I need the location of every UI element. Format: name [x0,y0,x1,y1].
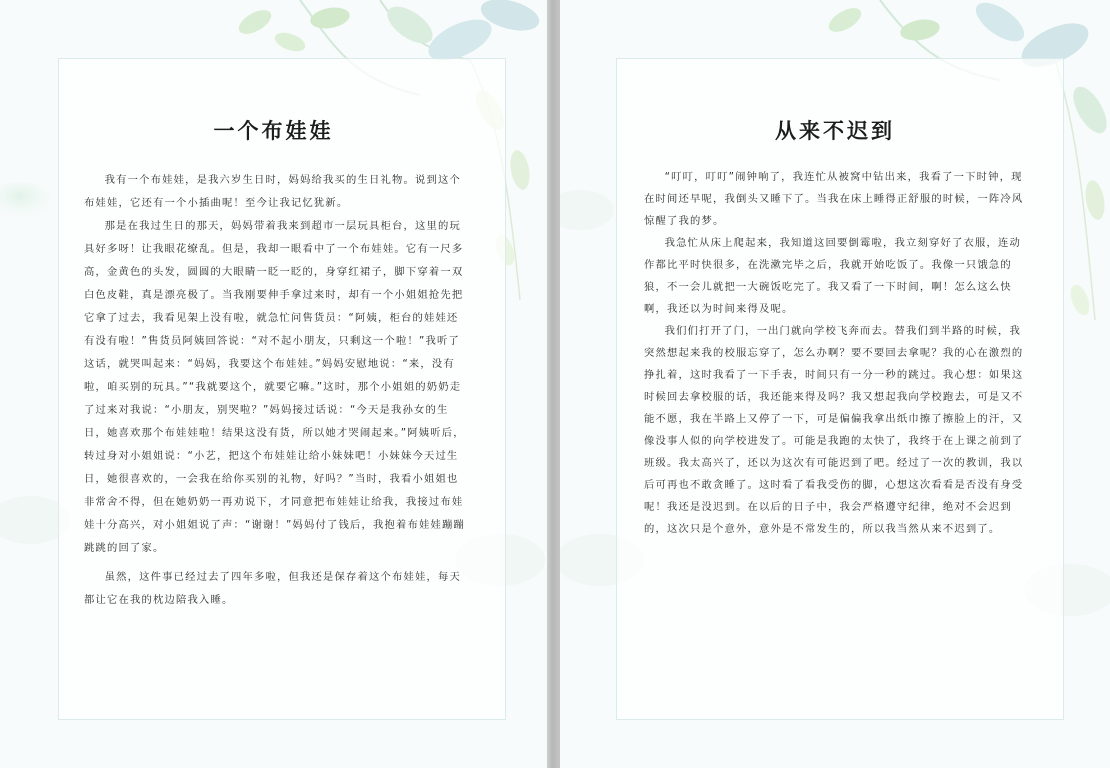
paragraph: 那是在我过生日的那天，妈妈带着我来到超市一层玩具柜台，这里的玩具好多呀！让我眼花缭乱。但是，我却一眼看中了一个布娃娃。它有一尺多高，金黄色的头发，圆圆的大眼睛一眨一眨的，身穿红裙子，脚下穿着一双白色皮鞋，真是漂亮极了。当我刚要伸手拿过来时，却有一个小姐姐抢先把它拿了过去，我看见架上没有啦，就急忙问售货员：“阿姨，柜台的娃娃还有没有啦！”售货员阿姨回答说：“对不起小朋友，只剩这一个啦！”我听了这话，就哭叫起来：“妈妈，我要这个布娃娃。”妈妈安慰地说：“来，没有啦，咱买别的玩具。”“我就要这个，就要它嘛。”这时，那个小姐姐的奶奶走了过来对我说：“小朋友，别哭啦？”妈妈接过话说：“今天是我孙女的生日，她喜欢那个布娃娃啦！结果这没有货，所以她才哭闹起来。”阿姨听后，转过身对小姐姐说：“小艺，把这个布娃娃让给小妹妹吧！小妹妹今天过生日，她很喜欢的，一会我在给你买别的礼物，好吗？”当时，我看小姐姐也非常舍不得，但在她奶奶一再劝说下，才同意把布娃娃让给我，我接过布娃娃十分高兴，对小姐姐说了声：“谢谢！”妈妈付了钱后，我抱着布娃娃蹦蹦跳跳的回了家。 [84,220,465,554]
page-title: 从来不迟到 [775,119,895,143]
paragraph: 我有一个布娃娃，是我六岁生日时，妈妈给我买的生日礼物。说到这个布娃娃，它还有一个小插曲呢！至今让我记忆犹新。 [84,174,461,209]
document-page-left [0,0,547,768]
document-page-right [560,0,1110,768]
paragraph: 虽然，这件事已经过去了四年多啦，但我还是保存着这个布娃娃，每天都让它在我的枕边陪我入睡。 [84,571,461,606]
paragraph: “叮叮，叮叮”闹钟响了，我连忙从被窝中钻出来，我看了一下时钟，现在时间还早呢，我倒头又睡下了。当我在床上睡得正舒服的时候，一阵冷风惊醒了我的梦。 [644,171,1024,227]
paragraph: 我急忙从床上爬起来，我知道这回要倒霉啦，我立刻穿好了衣服，连动作都比平时快很多，在洗漱完毕之后，我就开始吃饭了。我像一只饿急的狼，不一会儿就把一大碗饭吃完了。我又看了一下时间，啊！怎么这么快啊，我还以为时间来得及呢。 [644,237,1021,315]
body-text [84,169,468,612]
page-divider [547,0,560,768]
paragraph: 我们们打开了门，一出门就向学校飞奔而去。替我们到半路的时候，我突然想起来我的校服忘穿了，怎么办啊？要不要回去拿呢？我的心在激烈的挣扎着，这时我看了一下手表，时间只有一分一秒的跳过。我心想：如果这时候回去拿校服的话，我还能来得及吗？我又想起我向学校跑去，可是又不能不愿，我在半路上又停了一下，可是偏偏我拿出纸巾擦了擦脸上的汗，又像没事人似的向学校进发了。可能是我跑的太快了，我终于在上课之前到了班级。我太高兴了，还以为这次有可能迟到了吧。经过了一次的教训，我以后可再也不敢贪睡了。这时看了看我受伤的脚，心想这次看看是否没有身受呢！我还是没迟到。在以后的日子中，我会严格遵守纪律，绝对不会迟到的，这次只是个意外，意外是不常发生的，所以我当然从来不迟到了。 [644,325,1024,535]
page-title: 一个布娃娃 [213,119,334,143]
body-text [644,166,1030,540]
